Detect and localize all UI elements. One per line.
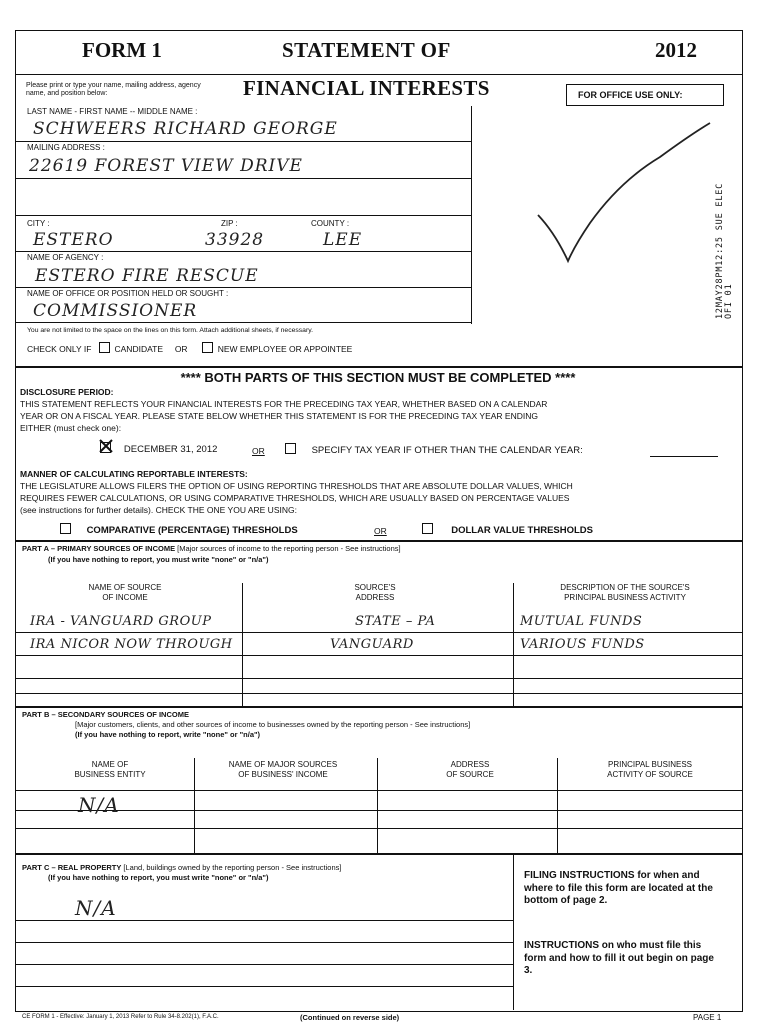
disclosure-title: DISCLOSURE PERIOD: (20, 387, 114, 397)
print-instruction: Please print or type your name, mailing address, agency name, and position below: (26, 82, 201, 97)
zip-value: 33928 (205, 230, 265, 250)
partA-row-line-1 (15, 632, 743, 633)
comparative-option (60, 523, 298, 536)
partC-value: N/A (75, 896, 117, 920)
partB-value: N/A (78, 793, 120, 817)
partA-row1-address: STATE – PA (355, 614, 436, 629)
partA-col-divider-1 (242, 583, 243, 706)
partA-note: (If you have nothing to report, you must write "none" or "n/a") (48, 555, 269, 564)
partC-row-line-1 (15, 920, 513, 921)
filer-info-right-border (471, 106, 472, 324)
partA-col3-header: DESCRIPTION OF THE SOURCE'S PRINCIPAL BUSINESS ACTIVITY (560, 583, 690, 602)
agency-label: NAME OF AGENCY : (27, 253, 104, 262)
manner-line1: THE LEGISLATURE ALLOWS FILERS THE OPTION OF USING REPORTING THRESHOLDS THAT ARE ABSOLUTE DOLLAR VALUES, WHICH (20, 481, 573, 491)
candidate-checkbox[interactable] (99, 342, 110, 353)
footer-page: PAGE 1 (693, 1013, 722, 1022)
disclosure-line1: THIS STATEMENT REFLECTS YOUR FINANCIAL INTERESTS FOR THE PRECEDING TAX YEAR, WHETHER BASED ON A CALENDAR (20, 399, 548, 409)
partC-subtitle: [Land, buildings owned by the reporting person - See instructions] (123, 863, 342, 872)
partC-right-divider (513, 855, 514, 1010)
partB-col4-header: PRINCIPAL BUSINESS ACTIVITY OF SOURCE (607, 760, 693, 779)
dec31-checkbox[interactable] (100, 442, 111, 453)
partA-row2-name: IRA NICOR NOW THROUGH (30, 637, 233, 652)
office-line (15, 322, 471, 323)
form-title-line2: FINANCIAL INTERESTS (243, 76, 490, 100)
agency-value: ESTERO FIRE RESCUE (35, 266, 259, 286)
check-only-label: CHECK ONLY IF (27, 344, 92, 354)
name-line (15, 141, 471, 142)
partB-row-line-1 (15, 790, 743, 791)
disclosure-line3: EITHER (must check one): (20, 423, 122, 433)
county-label: COUNTY : (311, 219, 350, 228)
office-value: COMMISSIONER (33, 301, 198, 321)
address-line (15, 178, 471, 179)
agency-line (15, 287, 471, 288)
footer-continued: (Continued on reverse side) (300, 1013, 400, 1022)
dec31-option (100, 442, 217, 455)
name-value: SCHWEERS RICHARD GEORGE (33, 119, 338, 139)
partA-col2-header: SOURCE'S ADDRESS (354, 583, 396, 602)
comparative-label: COMPARATIVE (PERCENTAGE) THRESHOLDS (86, 525, 298, 536)
partB-bottom-line (15, 853, 743, 855)
disclosure-line2: YEAR OR ON A FISCAL YEAR. PLEASE STATE BELOW WHETHER THIS STATEMENT IS FOR THE PRECEDING TAX YEAR ENDING (20, 411, 538, 421)
partA-subtitle: [Major sources of income to the reporting person - See instructions] (177, 544, 401, 553)
office-checkmark (530, 105, 720, 270)
both-parts-heading: **** BOTH PARTS OF THIS SECTION MUST BE COMPLETED **** (180, 370, 576, 385)
city-line (15, 251, 471, 252)
specify-checkbox[interactable] (285, 443, 296, 454)
partB-row-line-2 (15, 810, 743, 811)
partB-subtitle: [Major customers, clients, and other sources of income to businesses owned by the reporting person - See instructions] (75, 720, 471, 729)
partA-col-divider-2 (513, 583, 514, 706)
partB-row-line-3 (15, 828, 743, 829)
name-label: LAST NAME - FIRST NAME -- MIDDLE NAME : (27, 107, 198, 116)
check-or: OR (174, 344, 188, 354)
dollar-label: DOLLAR VALUE THRESHOLDS (451, 525, 593, 536)
dollar-checkbox[interactable] (422, 523, 433, 534)
partA-row-line-4 (15, 693, 743, 694)
disclosure-bottom-line (15, 540, 743, 542)
county-value: LEE (323, 230, 363, 250)
specify-label: SPECIFY TAX YEAR IF OTHER THAN THE CALENDAR YEAR: (311, 445, 583, 456)
partA-col1-header: NAME OF SOURCE OF INCOME (88, 583, 162, 602)
partC-header (22, 863, 341, 872)
partA-row-line-2 (15, 655, 743, 656)
footer-form-ref: CE FORM 1 - Effective: January 1, 2013 Refer to Rule 34-8.202(1), F.A.C. (22, 1014, 219, 1020)
partA-row1-name: IRA - VANGUARD GROUP (30, 614, 212, 629)
specify-blank (650, 456, 718, 457)
manner-title: MANNER OF CALCULATING REPORTABLE INTERESTS: (20, 469, 248, 479)
city-label: CITY : (27, 219, 50, 228)
partC-row-line-3 (15, 964, 513, 965)
manner-line2: REQUIRES FEWER CALCULATIONS, OR USING COMPARATIVE THRESHOLDS, WHICH ARE USUALLY BASED ON PERCENTAGE VALUES (20, 493, 570, 503)
manner-line3: (see instructions for further details). CHECK THE ONE YOU ARE USING: (20, 505, 297, 515)
new-employee-checkbox[interactable] (202, 342, 213, 353)
partA-row2-activity: VARIOUS FUNDS (520, 637, 645, 652)
partA-row-line-3 (15, 678, 743, 679)
address-line-2 (15, 215, 471, 216)
specify-option (285, 443, 583, 456)
form-number: FORM 1 (82, 38, 162, 62)
filing-instructions: FILING INSTRUCTIONS for when and where to file this form are located at the bottom of page 2. (524, 870, 713, 906)
partC-row-line-2 (15, 942, 513, 943)
partB-col-divider-2 (377, 758, 378, 853)
partC-row-line-4 (15, 986, 513, 987)
partA-row1-activity: MUTUAL FUNDS (520, 614, 643, 629)
partA-row2-address: VANGUARD (330, 637, 414, 652)
partA-header (22, 544, 401, 553)
who-must-file-instructions: INSTRUCTIONS on who must file this form and how to fill it out begin on page 3. (524, 940, 714, 976)
partB-note: (If you have nothing to report, write "none" or "n/a") (75, 730, 261, 739)
partC-note: (If you have nothing to report, you must write "none" or "n/a") (48, 873, 269, 882)
form-title-line1: STATEMENT OF (282, 38, 451, 62)
received-stamp: 12MAY28PM12:25 SUE ELEC OFI 01 (715, 182, 734, 319)
threshold-or: OR (374, 526, 387, 536)
city-value: ESTERO (33, 230, 114, 250)
address-label: MAILING ADDRESS : (27, 143, 105, 152)
form-year: 2012 (655, 38, 697, 62)
new-employee-label: NEW EMPLOYEE OR APPOINTEE (217, 344, 353, 354)
candidate-label: CANDIDATE (114, 344, 163, 354)
partB-col-divider-1 (194, 758, 195, 853)
dollar-option (422, 523, 593, 536)
zip-label: ZIP : (221, 219, 238, 228)
comparative-checkbox[interactable] (60, 523, 71, 534)
office-label: NAME OF OFFICE OR POSITION HELD OR SOUGHT : (27, 289, 229, 298)
partB-title: PART B – SECONDARY SOURCES OF INCOME (22, 710, 189, 719)
partB-col1-header: NAME OF BUSINESS ENTITY (74, 760, 146, 779)
partB-col2-header: NAME OF MAJOR SOURCES OF BUSINESS' INCOME (228, 760, 338, 779)
dec31-label: DECEMBER 31, 2012 (123, 444, 218, 455)
partA-title: PART A – PRIMARY SOURCES OF INCOME (22, 544, 176, 553)
partA-bottom-line (15, 706, 743, 708)
office-use-label: FOR OFFICE USE ONLY: (578, 90, 683, 100)
partB-col-divider-3 (557, 758, 558, 853)
dec-or: OR (252, 446, 265, 456)
partB-col3-header: ADDRESS OF SOURCE (446, 760, 494, 779)
limit-note: You are not limited to the space on the lines on this form. Attach additional sheets, if necessary. (27, 327, 314, 334)
partC-title: PART C – REAL PROPERTY (22, 863, 122, 872)
address-value: 22619 FOREST VIEW DRIVE (29, 156, 303, 176)
check-only-row (27, 342, 352, 355)
filer-bottom-line (15, 366, 743, 368)
